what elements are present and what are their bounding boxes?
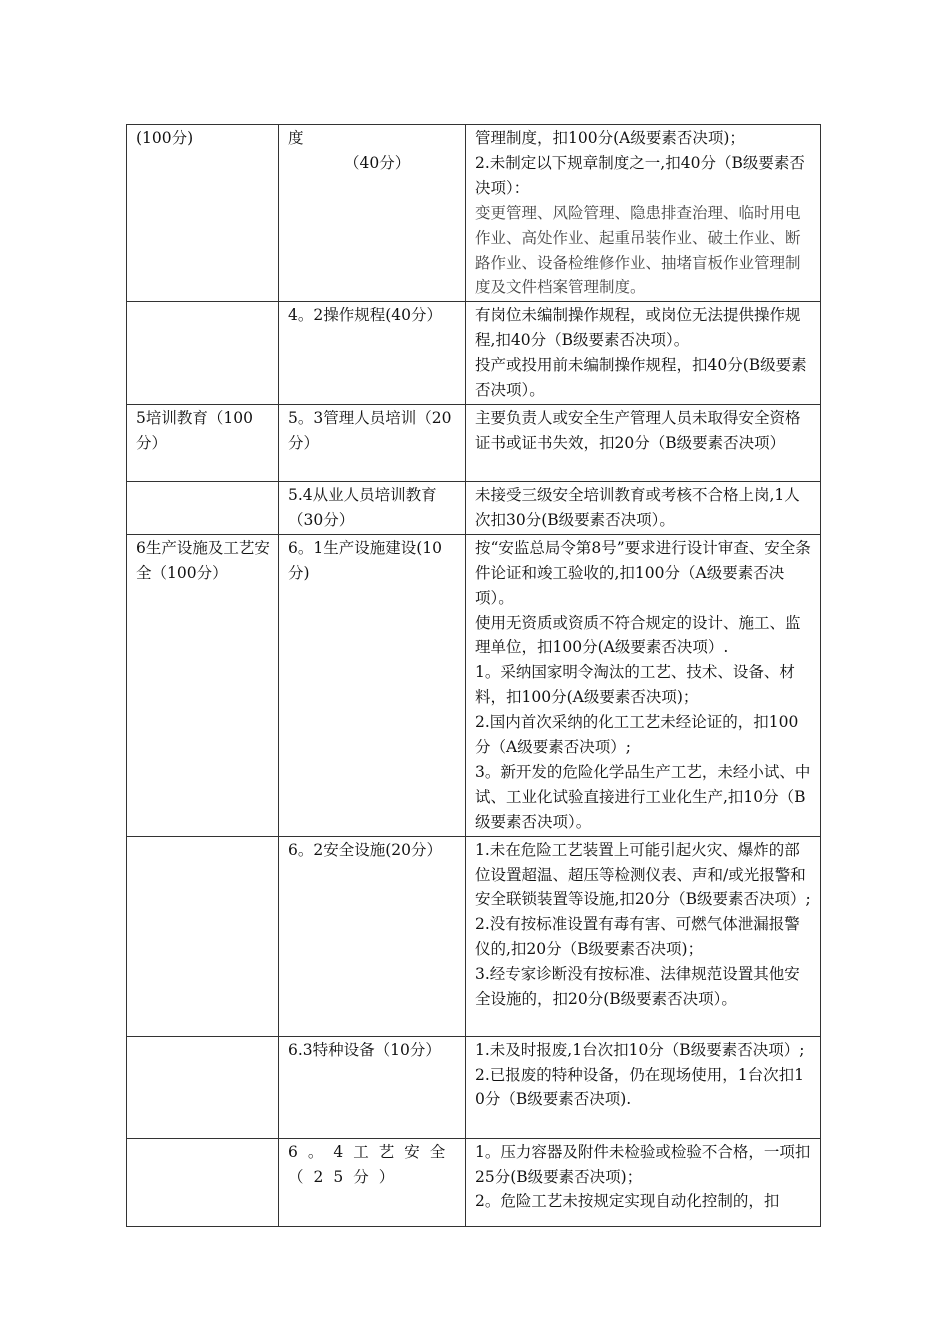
item-cell: 6.3特种设备（10分） xyxy=(279,1036,466,1138)
category-cell: (100分) xyxy=(127,125,279,302)
standard-cell: 1.未在危险工艺装置上可能引起火灾、爆炸的部位设置超温、超压等检测仪表、声和/或光报警和安全联锁装置等设施,扣20分（B级要素否决项）; 2.没有按标准设置有毒有害、可燃气体泄漏报警仪的,扣20分（B级要素否决项)； 3.经专家诊断没有按标准、法律规范设置其他安全设施的，扣20分(B级要素否决项）。 xyxy=(466,836,821,1036)
category-cell: 6生产设施及工艺安全（100分） xyxy=(127,534,279,836)
table-row xyxy=(127,836,821,1036)
category-cell xyxy=(127,481,279,534)
item-cell: 6。1生产设施建设(10分) xyxy=(279,534,466,836)
category-cell xyxy=(127,1138,279,1226)
standard-cell: 1.未及时报废,1台次扣10分（B级要素否决项）; 2.已报废的特种设备，仍在现场使用，1台次扣10分（B级要素否决项). xyxy=(466,1036,821,1138)
category-cell xyxy=(127,302,279,405)
standard-cell: 管理制度，扣100分(A级要素否决项)； 2.未制定以下规章制度之一,扣40分（B级要素否决项）： 变更管理、风险管理、隐患排查治理、临时用电作业、高处作业、起重吊装作业、破土作业、断路作业、设备检维修作业、抽堵盲板作业管理制度及文件档案管理制度。 xyxy=(466,125,821,302)
item-cell: 6。4工艺安全（25分） xyxy=(279,1138,466,1226)
table-row xyxy=(127,1138,821,1226)
table-row xyxy=(127,481,821,534)
table-row xyxy=(127,404,821,481)
table-row xyxy=(127,302,821,405)
category-cell: 5培训教育（100分） xyxy=(127,404,279,481)
item-cell: 5.4从业人员培训教育（30分） xyxy=(279,481,466,534)
standard-cell: 1。压力容器及附件未检验或检验不合格，一项扣25分(B级要素否决项)； 2。危险工艺未按规定实现自动化控制的，扣 xyxy=(466,1138,821,1226)
standard-cell: 主要负责人或安全生产管理人员未取得安全资格证书或证书失效，扣20分（B级要素否决项） xyxy=(466,404,821,481)
table-row xyxy=(127,1036,821,1138)
standard-cell: 按“安监总局令第8号”要求进行设计审查、安全条件论证和竣工验收的,扣100分（A级要素否决项）。 使用无资质或资质不符合规定的设计、施工、监理单位，扣100分(A级要素否决项）. 1。采纳国家明令淘汰的工艺、技术、设备、材料，扣100分(A级要素否决项)； 2.国内首次采纳的化工工艺未经论证的，扣100分（A级要素否决项）; 3。新开发的危险化学品生产工艺，未经小试、中试、工业化试验直接进行工业化生产,扣10分（B级要素否决项）。 xyxy=(466,534,821,836)
table-row xyxy=(127,534,821,836)
item-cell: 6。2安全设施(20分） xyxy=(279,836,466,1036)
safety-standard-table xyxy=(126,124,821,1227)
table-row xyxy=(127,125,821,302)
standard-cell: 未接受三级安全培训教育或考核不合格上岗,1人次扣30分(B级要素否决项）。 xyxy=(466,481,821,534)
category-cell xyxy=(127,836,279,1036)
item-cell: 4。2操作规程(40分） xyxy=(279,302,466,405)
category-cell xyxy=(127,1036,279,1138)
item-cell: 5。3管理人员培训（20分） xyxy=(279,404,466,481)
item-cell: 度 （40分） xyxy=(279,125,466,302)
standard-cell: 有岗位未编制操作规程，或岗位无法提供操作规程,扣40分（B级要素否决项）。 投产或投用前未编制操作规程，扣40分(B级要素否决项）。 xyxy=(466,302,821,405)
